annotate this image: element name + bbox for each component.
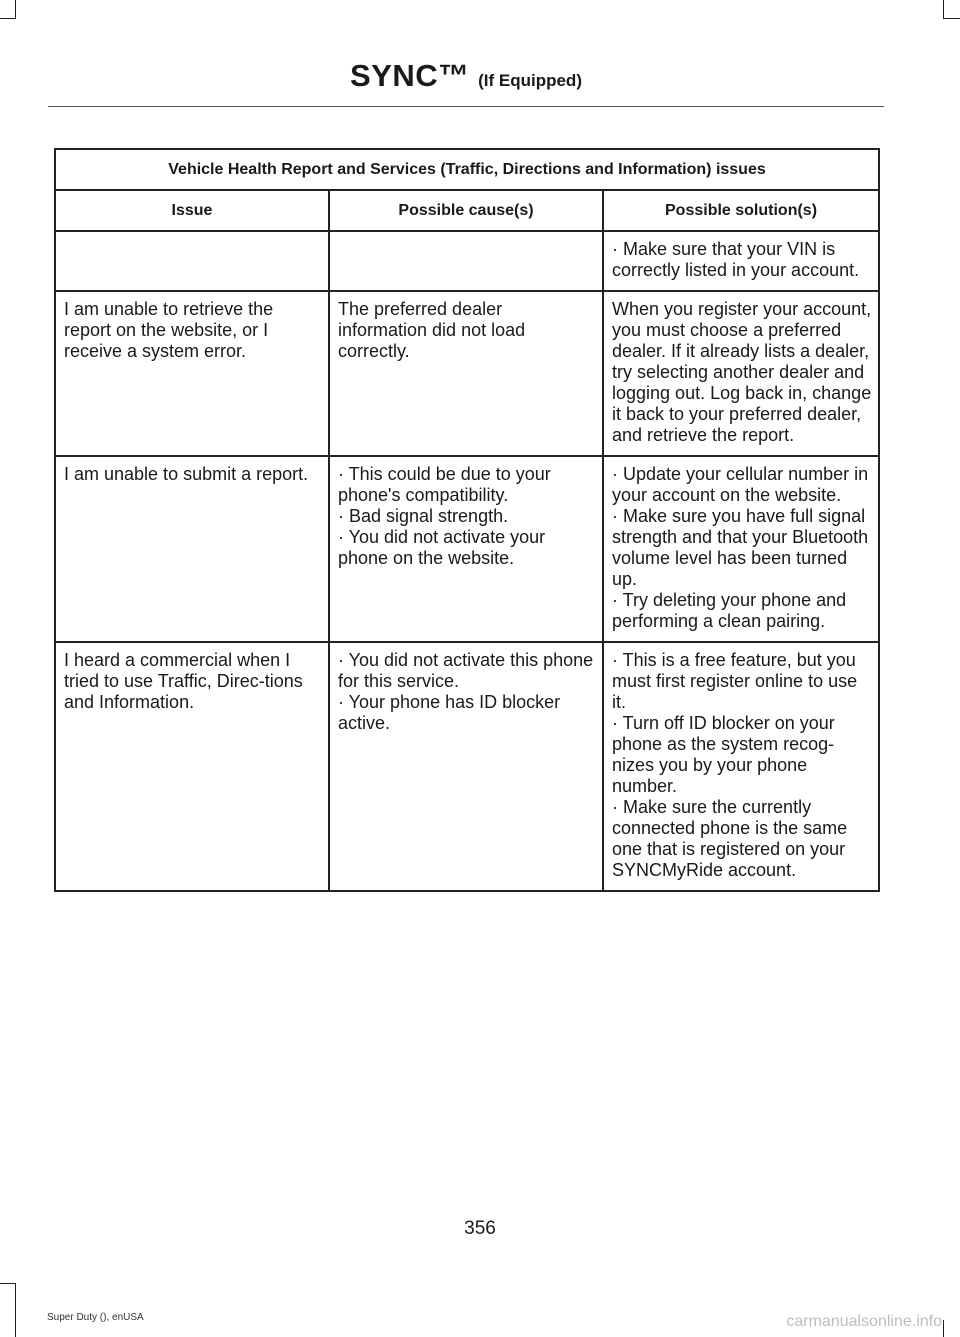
column-header-solutions: Possible solution(s): [603, 190, 879, 231]
cell-line: · This could be due to your phone's compatibility.: [338, 464, 551, 505]
crop-mark: [0, 1283, 16, 1284]
cause-cell: [329, 456, 603, 642]
table-caption: Vehicle Health Report and Services (Traffic, Directions and Information) issues: [55, 149, 879, 190]
page-number: 356: [464, 1218, 496, 1239]
cause-cell: [329, 642, 603, 891]
cell-line: I heard a commercial when I tried to use Traffic, Direc-tions and Information.: [64, 650, 303, 712]
table-body: [55, 231, 879, 891]
cell-line: · Bad signal strength.: [338, 506, 509, 526]
cell-line: · Your phone has ID blocker active.: [338, 692, 561, 733]
cell-line: · Make sure you have full signal strength and that your Bluetooth volume level has been turned up.: [612, 506, 869, 589]
cell-line: The preferred dealer information did not load correctly.: [338, 299, 526, 361]
crop-mark: [15, 1283, 16, 1337]
cell-line: · Update your cellular number in your account on the website.: [612, 464, 869, 505]
cause-cell: [329, 231, 603, 291]
cell-line: · Make sure that your VIN is correctly listed in your account.: [612, 239, 860, 280]
crop-mark: [943, 1320, 944, 1337]
cause-cell: [329, 291, 603, 456]
header-title: SYNC™: [350, 58, 470, 93]
table-row: [55, 231, 879, 291]
cell-line: I am unable to submit a report.: [64, 464, 309, 484]
cell-line: · This is a free feature, but you must first register online to use it.: [612, 650, 858, 712]
table-row: [55, 456, 879, 642]
issues-table: [54, 148, 880, 892]
cell-line: · Turn off ID blocker on your phone as the system recog-nizes you by your phone number.: [612, 713, 835, 796]
solution-cell: [603, 642, 879, 891]
cell-line: When you register your account, you must choose a preferred dealer. If it already lists a dealer, try selecting another dealer and logging out. Log back in, change it back to your preferred dealer, and retrieve the report.: [612, 299, 872, 445]
solution-cell: [603, 456, 879, 642]
crop-mark: [943, 0, 944, 18]
issue-cell: [55, 291, 329, 456]
crop-mark: [943, 18, 960, 19]
column-header-causes: Possible cause(s): [329, 190, 603, 231]
header-rule: [48, 106, 884, 107]
crop-mark: [0, 18, 16, 19]
issue-cell: [55, 456, 329, 642]
cell-line: · Try deleting your phone and performing a clean pairing.: [612, 590, 847, 631]
cell-line: · You did not activate your phone on the website.: [338, 527, 546, 568]
cell-line: I am unable to retrieve the report on the website, or I receive a system error.: [64, 299, 274, 361]
table-row: [55, 291, 879, 456]
solution-cell: [603, 291, 879, 456]
column-header-issue: Issue: [55, 190, 329, 231]
page-header: [48, 58, 884, 94]
cell-line: · Make sure the currently connected phone is the same one that is registered on your SYNCMyRide account.: [612, 797, 848, 880]
cell-line: · You did not activate this phone for this service.: [338, 650, 594, 691]
issue-cell: [55, 231, 329, 291]
footer-text: Super Duty (), enUSA: [47, 1312, 144, 1323]
solution-cell: [603, 231, 879, 291]
watermark: carmanualsonline.info: [786, 1313, 942, 1330]
header-subtitle: (If Equipped): [478, 71, 582, 90]
issue-cell: [55, 642, 329, 891]
table-row: [55, 642, 879, 891]
crop-mark: [15, 0, 16, 18]
